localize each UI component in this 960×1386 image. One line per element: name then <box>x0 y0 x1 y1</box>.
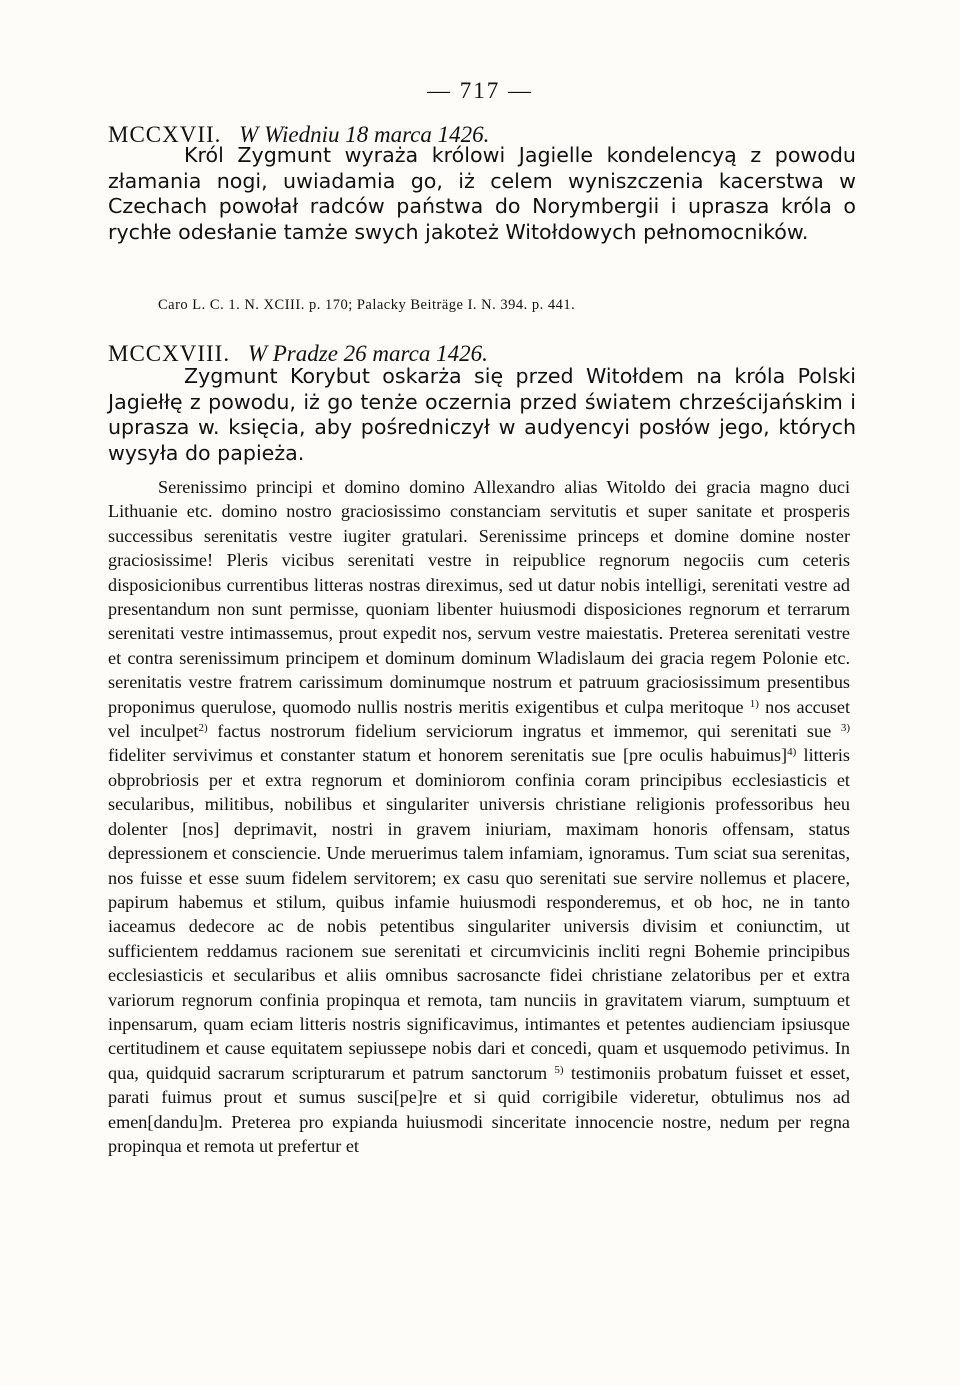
text-segment: nos accuset vel inculpet <box>108 696 851 742</box>
entry-place-date: W Pradze 26 marca 1426. <box>247 341 488 366</box>
entry-number: MCCXVII. <box>108 122 222 147</box>
entry-heading <box>108 340 858 367</box>
footnote-ref: 1) <box>749 697 759 710</box>
text-segment: factus nostrorum fidelium serviciorum ingratus et immemor, qui serenitati sue <box>217 721 832 742</box>
source-citation: Caro L. C. 1. N. XCIII. p. 170; Palacky Beiträge I. N. 394. p. 441. <box>158 297 576 313</box>
entry-summary: Zygmunt Korybut oskarża się przed Witołdem na króla Polski Jagiełłę z powodu, iż go tenże oczernia przed światem chrześcijańskim i uprasza w. księcia, aby pośredniczył w audyencyi posłów jego, których wysyła do papieża. <box>108 364 856 465</box>
latin-document-text <box>108 475 850 1158</box>
footnote-ref: 2) <box>198 722 208 735</box>
entry-place-date: W Wiedniu 18 marca 1426. <box>239 122 490 147</box>
footnote-ref: 3) <box>840 722 851 735</box>
text-segment: fideliter servivimus et constanter statum et honorem serenitatis sue [pre oculis habuimus] <box>108 745 788 766</box>
entry-number: MCCXVIII. <box>108 341 231 366</box>
page-number: — 717 — <box>427 78 533 103</box>
text-segment: Serenissimo principi et domino domino Allexandro alias Witoldo dei gracia magno duci Lithuanie etc. domino nostro graciosissimo constanciam servitutis et super sanitate et prosperis successibus serenitatis vestre iugiter gratulari. Serenissime princeps et domine domine noster graciosissime! Pleris vicibus serenitati vestre in reipublice regnorum negociis cum ceteris disposicionibus currentibus litteras nostras direximus, sed ut datur nobis intelligi, serenitati vestre ad presentandum non sunt permisse, quoniam libenter huiusmodi disposiciones regnorum et terrarum serenitati vestre intimassemus, prout expedit nos, servum vestre maiestatis. Preterea serenitati vestre et contra serenissimum principem et dominum dominum Wladislaum dei gracia regem Polonie etc. serenitatis vestre fratrem carissimum dominumque nostrum et patruum graciosissimum presentibus proponimus querulose, quomodo nullis nostris meritis exigentibus et culpa meritoque <box>108 477 850 717</box>
text-segment: litteris obprobriosis per et extra regnorum et dominiorom confinia coram principibus ecclesiasticis et secularibus, militibus, nobilibus et singulariter universis christiane religionis professoribus heu dolenter [nos] deprimavit, nostri in gravem iniuriam, maximam honoris offensam, status depressionem et consciencie. Unde meruerimus talem infamiam, ignoramus. Tum sciat sua serenitas, nos fuisse et esse suum fidelem servitorem; ex casu quo serenitati sue servire nollemus et placere, papirum habemus et stilum, quibus infamie huiusmodi responderemus, et ob hoc, ne in tanto iaceamus dedecore ac de nobis petentibus singulariter universis divisim et coniunctim, ut sufficientem reddamus racionem sue serenitati et circumvicinis incliti regni Bohemie principibus ecclesiasticis et secularibus et aliis omnibus sacrosancte fidei christiane zelatoribus per et extra variorum regnorum confinia propinqua et remota, tam nunciis in gravitatem viarum, sumptuum et inpensarum, quam eciam litteris nostris significavimus, intimantes et petentes audienciam ipsiusque certitudinem et cause equitatem sepiussepe nobis dari et concedi, quam et usquemodo petivimus. In qua, quidquid sacrarum scripturarum et patrum sanctorum <box>108 745 850 1083</box>
entry-summary: Król Zygmunt wyraża królowi Jagielle kondelencyą z powodu złamania nogi, uwiadamia go, iż celem wyniszczenia kacerstwa w Czechach powołał radców państwa do Norymbergii i uprasza króla o rychłe odesłanie tamże swych jakoteż Witołdowych pełnomocników. <box>108 143 856 244</box>
text-segment: testimoniis probatum fuisset et esset, parati fuimus prout et sumus susci[pe]re et si quid corrigibile videretur, obtulimus nos ad emen[dandu]m. Preterea pro expianda huiusmodi sinceritate innocencie nostre, nedum per regna propinqua et remota ut prefertur et <box>108 1062 851 1156</box>
footnote-ref: 4) <box>787 746 797 759</box>
footnote-ref: 5) <box>554 1063 564 1076</box>
